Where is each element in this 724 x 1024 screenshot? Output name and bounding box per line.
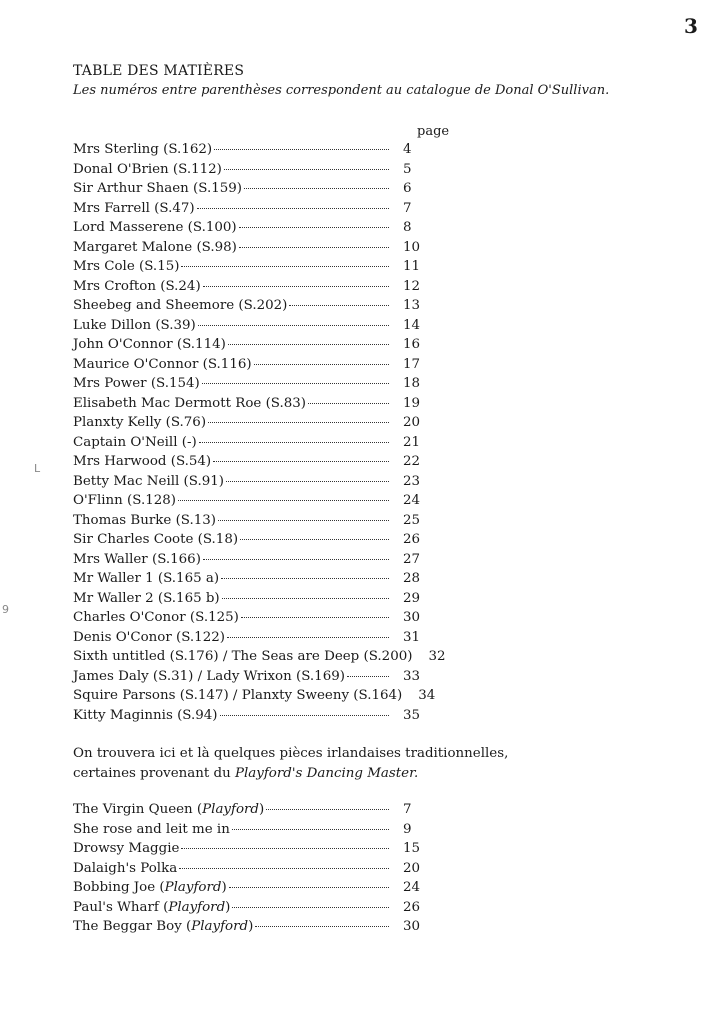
toc-entry [73,142,443,162]
toc-entry-title: Paul's Wharf (Playford) [73,899,231,915]
toc-entry-page: 8 [403,220,412,235]
toc-entry-title-text: John O'Connor (S.114) [73,337,226,352]
dot-leader [178,500,389,501]
toc-entry-page: 34 [418,688,436,703]
toc-entry-page: 20 [403,415,421,430]
toc-entry-page: 10 [403,239,421,255]
toc-entry-page: 30 [403,610,421,625]
toc-entry-page: 29 [403,590,421,606]
dot-leader [224,169,389,170]
toc-entry-title-text: Mrs Waller (S.166) [73,551,201,567]
toc-entry-title-text: Mrs Cole (S.15) [73,259,180,274]
toc-entry [73,337,443,357]
toc-entry [73,649,446,669]
toc-entry [73,919,443,939]
toc-entry-title [73,669,345,684]
toc-entry [73,279,443,299]
toc-entry-title-text: Drowsy Maggie [73,841,180,856]
toc-entry-title [73,396,306,411]
note-line-2-prefix: certaines provenant du [73,766,235,781]
toc-entry-title: Bobbing Joe (Playford) [73,880,227,895]
toc-entry-title-text: Bobbing Joe [73,880,156,895]
toc-entry-title [73,318,196,333]
toc-entry-title [73,201,195,216]
toc-entry-page: 26 [403,899,421,915]
dot-leader [232,829,389,830]
toc-entry-page: 23 [403,473,421,489]
toc-entry [73,435,443,455]
toc-entry-page: 26 [403,532,421,547]
toc-entry-page: 7 [403,200,412,216]
toc-entry-title [73,649,412,664]
toc-entry [73,415,443,435]
dot-leader [221,578,389,579]
toc-entry-page: 4 [403,142,412,157]
toc-entry [73,841,443,861]
note-line-2-italic: Playford's Dancing Master. [235,766,419,781]
dot-leader [240,539,389,540]
toc-entry [73,532,443,552]
toc-entry [73,376,443,396]
dot-leader [308,403,389,404]
dot-leader [181,266,389,267]
toc-entry [73,861,443,881]
dot-leader [197,208,389,209]
toc-entry-page: 9 [403,821,412,837]
toc-entry-title [73,861,177,876]
toc-entry-page: 7 [403,802,412,817]
toc-entry-title [73,571,219,586]
toc-entry-title [73,298,287,313]
toc-entry-page: 32 [428,649,446,664]
dot-leader [239,247,389,248]
toc-entry [73,357,443,377]
dot-leader [208,422,389,423]
toc-entry-title-text: Mr Waller 2 (S.165 b) [73,590,220,606]
dot-leader [266,809,389,810]
toc-entry-title-text: Thomas Burke (S.13) [73,512,217,528]
toc-entry-title [73,240,237,255]
dot-leader [218,520,389,521]
toc-entry [73,880,443,900]
dot-leader [255,926,389,927]
toc-entry-title [73,552,201,567]
toc-entry-page: 24 [403,880,421,895]
dot-leader [199,442,389,443]
toc-entry-page: 12 [403,278,421,294]
toc-entry-page: 35 [403,707,421,723]
toc-entry-title-text: James Daly (S.31) / Lady Wrixon (S.169) [73,668,345,684]
dot-leader [254,364,389,365]
toc-entry-title-text: Donal O'Brien (S.112) [73,161,222,177]
dot-leader [289,305,389,306]
toc-entry-page: 21 [403,434,421,450]
toc-entry-source: Playford [164,880,222,895]
toc-entry-title [73,181,242,196]
toc-entry [73,571,443,591]
toc-entry-title-text: Lord Masserene (S.100) [73,220,237,235]
toc-entry [73,688,443,708]
toc-entry-page: 15 [403,841,421,856]
toc-entry-title-text: Margaret Malone (S.98) [73,239,237,255]
toc-entry-title-text: Maurice O'Connor (S.116) [73,356,252,372]
toc-entry [73,802,443,822]
toc-entry-title [73,357,252,372]
toc-entry-title: The Beggar Boy (Playford) [73,919,254,934]
toc-entry-title [73,532,238,547]
dot-leader [181,848,389,849]
toc-entry-title-text: Mr Waller 1 (S.165 a) [73,571,220,586]
toc-entry-source: Playford [168,899,226,915]
toc-entry-title [73,474,224,489]
toc-entry [73,181,443,201]
note-line-2 [73,764,508,784]
toc-entry [73,474,443,494]
toc-entry-title-text: Sir Arthur Shaen (S.159) [73,181,243,196]
toc-entry [73,259,443,279]
toc-entry-title-text: Denis O'Conor (S.122) [73,629,225,645]
toc-entry-title-text: Mrs Sterling (S.162) [73,142,213,157]
toc-entry-title-text: Squire Parsons (S.147) / Planxty Sweeny (S.164) [73,688,403,703]
dot-leader [222,598,389,599]
toc-entry-page: 25 [403,512,421,528]
page-number: 3 [684,14,698,38]
toc-entry-title-text: The Virgin Queen [73,802,193,817]
toc-entry-title [73,259,179,274]
toc-entry-page: 11 [403,259,421,274]
toc-entry-page: 17 [403,356,421,372]
toc-entry [73,822,443,842]
toc-entry-title [73,513,216,528]
dot-leader [202,383,389,384]
toc-entry-title [73,435,197,450]
margin-mark-bottom: 9 [2,603,9,616]
toc-entry-page: 30 [403,919,421,934]
toc-entry [73,298,443,318]
toc-entry-title [73,688,402,703]
toc-entry-title-text: Planxty Kelly (S.76) [73,415,207,430]
dot-leader [232,907,389,908]
toc-entry [73,630,443,650]
toc-entry [73,201,443,221]
dot-leader [203,286,389,287]
toc-entry [73,591,443,611]
toc-entry-title [73,415,206,430]
dot-leader [228,344,389,345]
page-column-label: page [417,124,450,139]
toc-entry-title-text: Mrs Crofton (S.24) [73,278,201,294]
dot-leader [214,149,389,150]
toc-entry-title [73,162,222,177]
toc-entry-title [73,708,218,723]
toc-entry-page: 31 [403,629,421,645]
toc-entry-title [73,220,237,235]
toc-entry-title [73,610,239,625]
toc-entry-title: The Virgin Queen (Playford) [73,802,265,817]
toc-entry-title-text: The Beggar Boy [73,919,182,934]
toc-entry-title [73,630,225,645]
toc-entry-title-text: Luke Dillon (S.39) [73,317,196,333]
toc-entry-title-text: Sixth untitled (S.176) / The Seas are Deep (S.200) [73,649,413,664]
dot-leader [227,637,389,638]
toc-entry-source: Playford [202,802,259,817]
margin-mark-top: ᒪ [34,462,41,475]
page-subtitle: Les numéros entre parenthèses correspondent au catalogue de Donal O'Sullivan. [73,83,610,98]
toc-entry-page: 33 [403,668,421,684]
toc-entry-title-text: Elisabeth Mac Dermott Roe (S.83) [73,395,307,411]
toc-entry-title-text: Sir Charles Coote (S.18) [73,532,239,547]
toc-entry-page: 19 [403,395,421,411]
toc-entry-page: 5 [403,161,412,177]
toc-main-list [73,142,446,727]
toc-entry-title-text: Captain O'Neill (-) [73,434,197,450]
note-line-1: On trouvera ici et là quelques pièces irlandaises traditionnelles, [73,746,509,761]
toc-entry-title-text: Kitty Maginnis (S.94) [73,707,218,723]
toc-entry-page: 14 [403,317,421,333]
toc-entry-title-text: O'Flinn (S.128) [73,493,176,508]
dot-leader [179,868,389,869]
toc-entry-page: 16 [403,337,421,352]
toc-entry-title-text: Charles O'Conor (S.125) [73,610,239,625]
dot-leader [198,325,389,326]
note-paragraph [73,744,508,784]
toc-entry-source: Playford [191,919,249,934]
dot-leader [226,481,389,482]
toc-entry-page: 22 [403,454,421,469]
toc-entry-title [73,822,230,837]
toc-entry-page: 28 [403,571,421,586]
toc-entry-title-text: Dalaigh's Polka [73,860,178,876]
toc-entry-title-text: She rose and leit me in [73,821,230,837]
toc-entry-page: 6 [403,181,412,196]
dot-leader [220,715,389,716]
toc-entry-title [73,591,220,606]
toc-entry-title-text: Mrs Harwood (S.54) [73,454,212,469]
toc-entry [73,240,443,260]
toc-entry-page: 20 [403,860,421,876]
toc-entry-page: 13 [403,298,421,313]
toc-entry [73,610,443,630]
toc-entry-title-text: Betty Mac Neill (S.91) [73,473,224,489]
dot-leader [244,188,389,189]
toc-entry [73,318,443,338]
page-title: TABLE DES MATIÈRES [73,63,245,79]
toc-entry-title [73,337,226,352]
toc-entry-title [73,841,179,856]
dot-leader [347,676,389,677]
toc-entry-title [73,376,200,391]
toc-entry-title-text: Sheebeg and Sheemore (S.202) [73,298,288,313]
dot-leader [213,461,389,462]
toc-entry [73,493,443,513]
toc-entry [73,396,443,416]
toc-entry [73,552,443,572]
toc-entry-page: 24 [403,493,421,508]
toc-entry-page: 27 [403,551,421,567]
toc-entry-title [73,493,176,508]
dot-leader [229,887,389,888]
toc-entry [73,708,443,728]
toc-entry-title-text: Mrs Power (S.154) [73,376,200,391]
dot-leader [203,559,389,560]
toc-entry-title [73,279,201,294]
toc-entry-title [73,142,212,157]
dot-leader [241,617,389,618]
toc-entry [73,162,443,182]
toc-entry [73,900,443,920]
toc-entry-title [73,454,211,469]
toc-entry [73,513,443,533]
dot-leader [239,227,389,228]
toc-entry [73,220,443,240]
toc-entry-page: 18 [403,376,421,391]
toc-entry-title-text: Mrs Farrell (S.47) [73,200,195,216]
toc-extra-list [73,802,443,939]
toc-entry [73,669,443,689]
toc-entry-title-text: Paul's Wharf [73,899,159,915]
toc-entry [73,454,443,474]
